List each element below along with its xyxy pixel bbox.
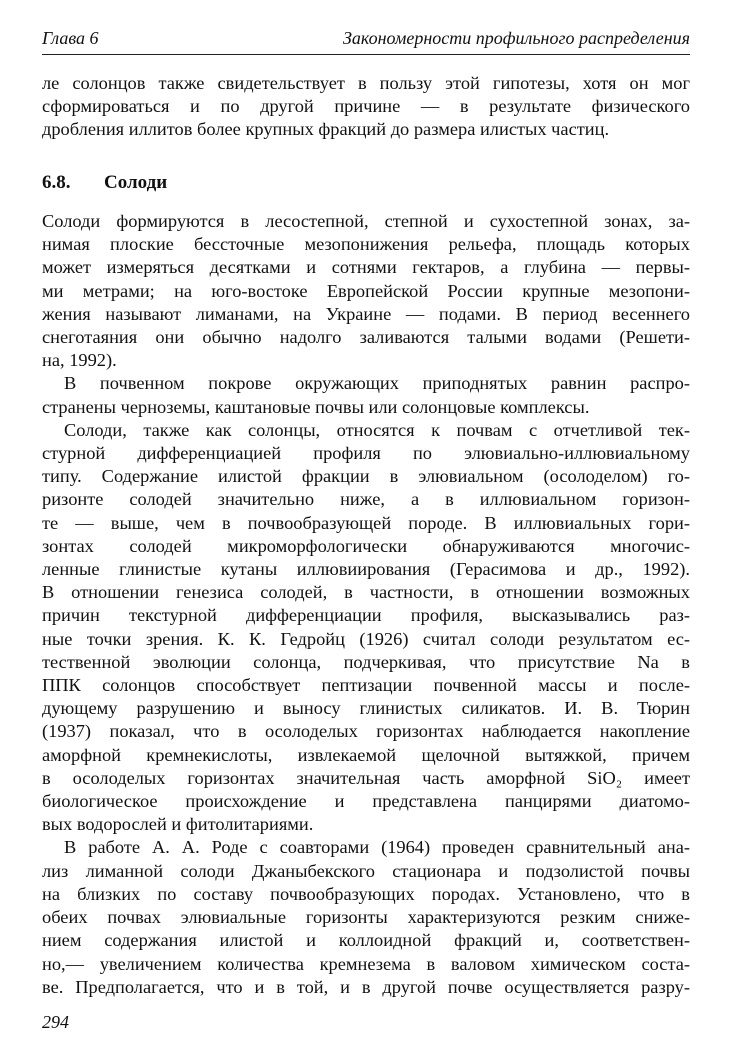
text-line: В почвенном покрове окружающих приподнятых равнин распро- — [64, 373, 690, 394]
text-line: на близких по составу почвообразующих породах. Установлено, что в — [42, 883, 690, 904]
text-line: тественной эволюции солонца, подчеркивая, что присутствие Na в — [42, 651, 690, 672]
text-line: нимая плоские бессточные мезопонижения рельефа, площадь которых — [42, 234, 690, 255]
text-line: но,— увеличением количества кремнезема в валовом химическом соста- — [42, 953, 690, 974]
page-number: 294 — [42, 1012, 69, 1032]
paragraph-1 — [42, 210, 690, 372]
main-text — [42, 210, 690, 999]
text-line: ные точки зрения. К. К. Гедройц (1926) считал солоди результатом ес- — [42, 628, 690, 649]
text-line: в осолоделых горизонтах значительная часть аморфной SiO₂ имеет — [42, 767, 690, 788]
header-rule — [42, 54, 690, 55]
text-line: вых водорослей и фитолитариями. — [42, 814, 314, 835]
section-number: 6.8. — [42, 172, 71, 193]
text-line: обеих почвах элювиальные горизонты характеризуются резким сниже- — [42, 907, 690, 928]
text-line: стурной дифференциацией профиля по элювиально-иллювиальному — [42, 443, 690, 464]
lead-paragraph — [42, 72, 690, 142]
text-line: ми метрами; на юго-востоке Европейской России крупные мезопони- — [42, 280, 690, 301]
text-line: ле солонцов также свидетельствует в пользу этой гипотезы, хотя он мог — [42, 73, 690, 93]
text-line: биологическое происхождение и представлена панцирями диатомо- — [42, 791, 690, 812]
text-line: ленные глинистые кутаны иллювиирования (Герасимова и др., 1992). — [42, 559, 690, 580]
text-line: аморфной кремнекислоты, извлекаемой щелочной вытяжкой, причем — [42, 744, 690, 765]
text-line: лиз лиманной солоди Джаныбекского стационара и подзолистой почвы — [42, 860, 690, 881]
text-line: В отношении генезиса солодей, в частности, в отношении возможных — [42, 582, 690, 603]
text-line: те — выше, чем в почвообразующей породе. В иллювиальных гори- — [42, 512, 690, 533]
paragraph-3 — [42, 419, 690, 837]
text-line: зонтах солодей микроморфологически обнаруживаются многочис- — [42, 535, 690, 556]
text-line: сформироваться и по другой причине — в результате физического — [42, 96, 690, 117]
paragraph-4 — [42, 836, 690, 998]
text-line: жения называют лиманами, на Украине — подами. В период весеннего — [42, 303, 690, 324]
chapter-title: Закономерности профильного распределения — [342, 28, 690, 48]
text-line: ризонте солодей значительно ниже, а в иллювиальном горизон- — [42, 489, 690, 510]
section-title: Солоди — [104, 172, 168, 193]
text-line: (1937) показал, что в осолоделых горизонтах наблюдается накопление — [42, 721, 690, 742]
text-line: типу. Содержание илистой фракции в элювиальном (осолоделом) го- — [42, 466, 690, 487]
text-line: ППК солонцов способствует пептизации почвенной массы и после- — [42, 675, 690, 696]
paragraph-2 — [42, 372, 690, 418]
text-line: странены черноземы, каштановые почвы или солонцовые комплексы. — [42, 396, 590, 417]
text-line: может измеряться десятками и сотнями гектаров, а глубина — первы- — [42, 257, 690, 278]
running-head — [42, 28, 690, 52]
text-line: Солоди формируются в лесостепной, степной и сухостепной зонах, за- — [42, 211, 690, 231]
text-line: нием содержания илистой и коллоидной фракций и, соответствен- — [42, 930, 690, 951]
chapter-label: Глава 6 — [42, 28, 99, 48]
text-line: ве. Предполагается, что и в той, и в другой почве осуществляется разру- — [42, 976, 690, 997]
text-line: Солоди, также как солонцы, относятся к почвам с отчетливой тек- — [64, 419, 690, 440]
section-heading — [42, 172, 167, 194]
text-line: причин текстурной дифференциации профиля, высказывались раз- — [42, 605, 690, 626]
text-line: на, 1992). — [42, 350, 117, 371]
text-line: дующему разрушению и выносу глинистых силикатов. И. В. Тюрин — [42, 698, 690, 719]
text-line: снеготаяния они обычно надолго заливаются талыми водами (Решети- — [42, 327, 690, 348]
text-line: дробления иллитов более крупных фракций до размера илистых частиц. — [42, 119, 610, 140]
text-line: В работе А. А. Роде с соавторами (1964) проведен сравнительный ана- — [64, 837, 690, 858]
